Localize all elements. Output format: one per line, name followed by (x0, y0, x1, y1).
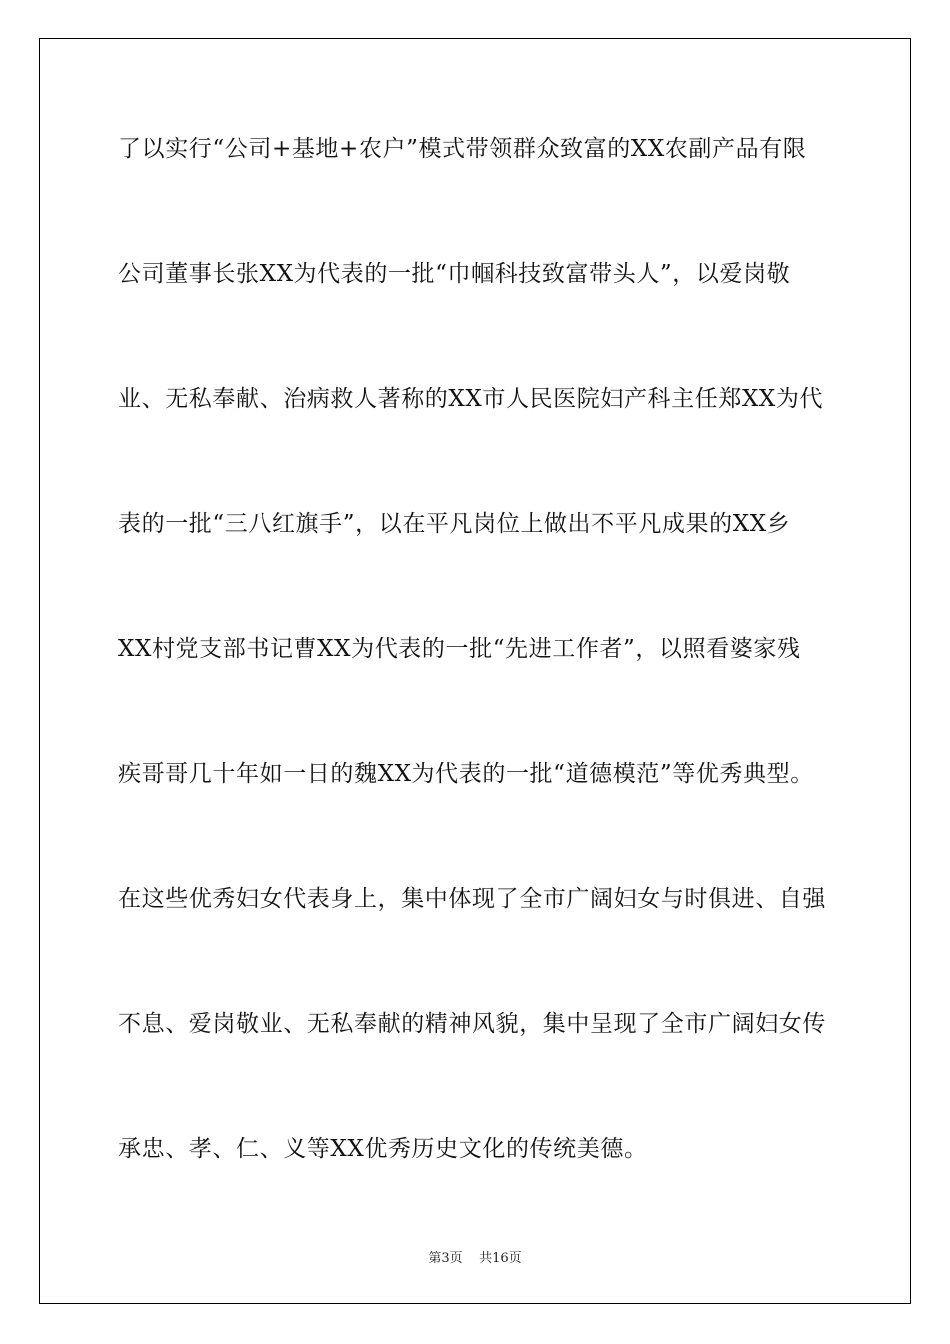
paragraph-line: 业、无私奉献、治病救人著称的XX市人民医院妇产科主任郑XX为代 (118, 386, 824, 412)
paragraph-line: 表的一批“三八红旗手”，以在平凡岗位上做出不平凡成果的XX乡 (118, 511, 791, 537)
paragraph-line: 公司董事长张XX为代表的一批“巾帼科技致富带头人”，以爱岗敬 (118, 261, 791, 287)
paragraph-line: 在这些优秀妇女代表身上，集中体现了全市广阔妇女与时俱进、自强 (118, 886, 826, 912)
paragraph-line: 疾哥哥几十年如一日的魏XX为代表的一批“道德模范”等优秀典型。 (118, 761, 814, 787)
paragraph-line: 不息、爱岗敬业、无私奉献的精神风貌，集中呈现了全市广阔妇女传 (118, 1011, 826, 1037)
paragraph-line: 了以实行“公司+基地+农户”模式带领群众致富的XX农副产品有限 (118, 136, 807, 162)
page-border (39, 38, 911, 1304)
paragraph-line: XX村党支部书记曹XX为代表的一批“先进工作者”，以照看婆家残 (118, 636, 801, 662)
page-number-footer: 第3页 共16页 (428, 1251, 522, 1266)
paragraph-line: 承忠、孝、仁、义等XX优秀历史文化的传统美德。 (118, 1136, 648, 1162)
